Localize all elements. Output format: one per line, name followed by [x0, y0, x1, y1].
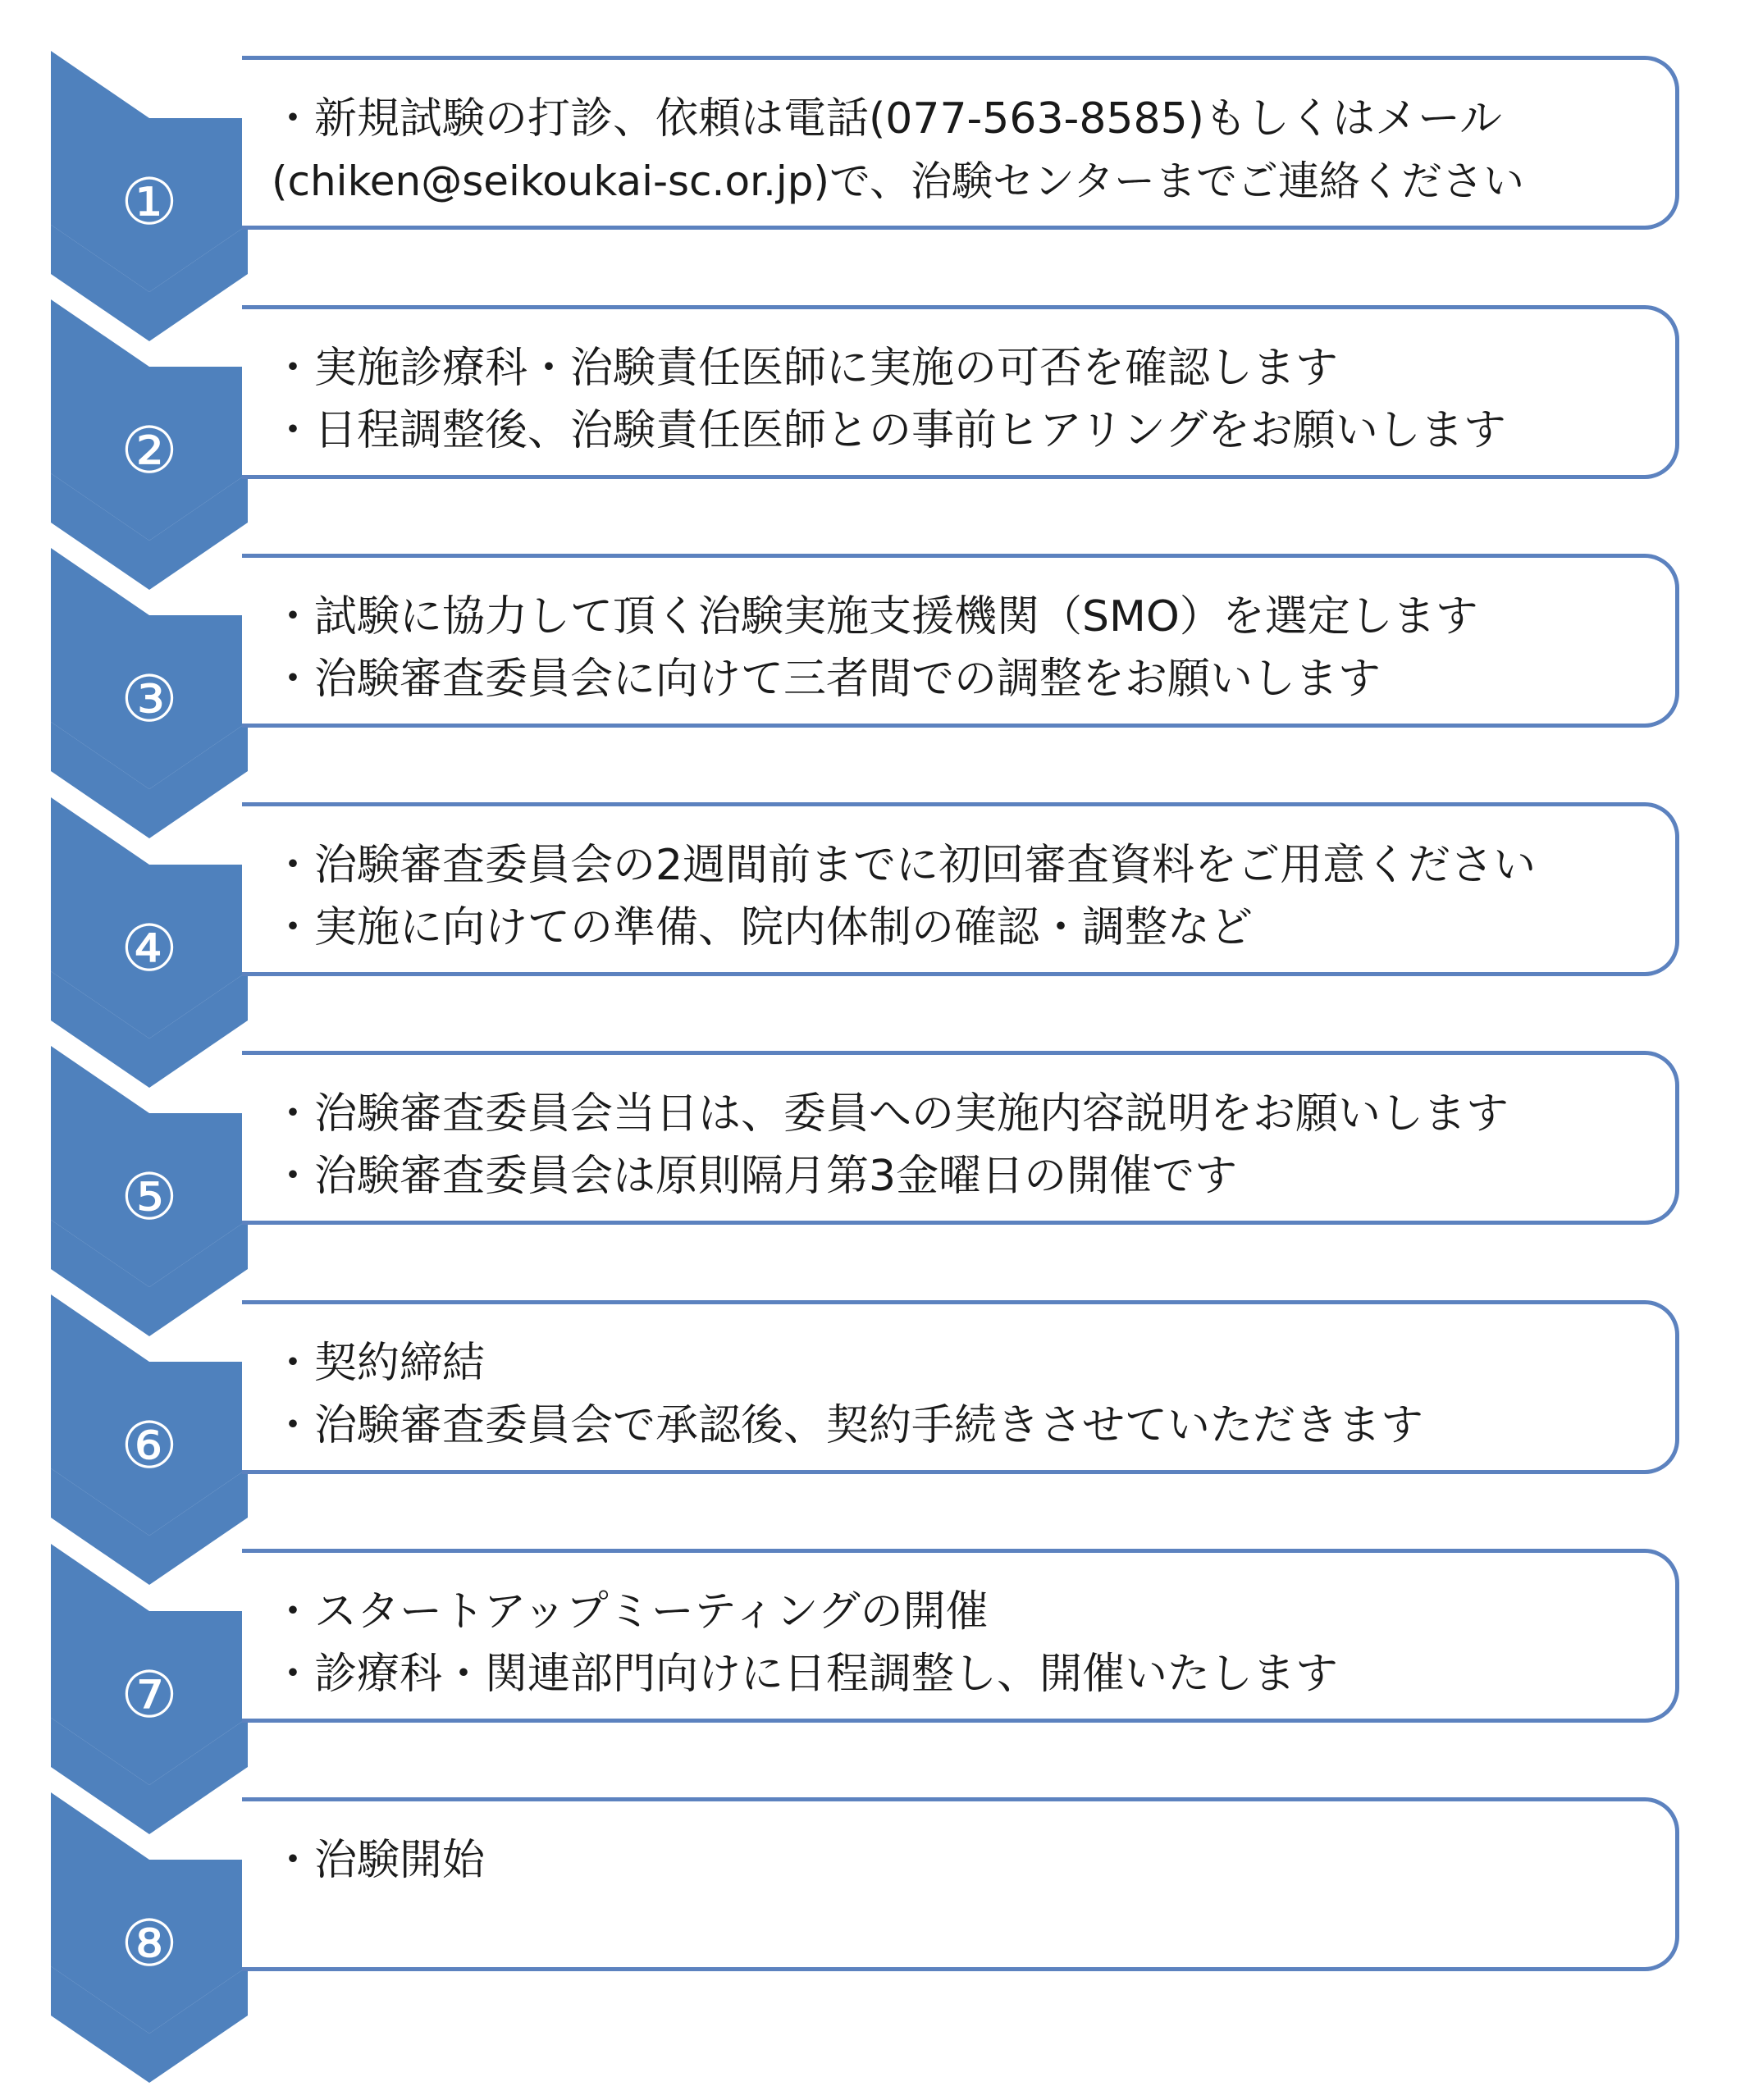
step-4-box	[242, 802, 1679, 976]
step-3-line-2: ・治験審査委員会に向けて三者間での調整をお願いします	[272, 655, 1381, 704]
step-5-chevron	[51, 1046, 248, 1336]
step-3-chevron	[51, 548, 248, 838]
step-6-line-1: ・契約締結	[272, 1339, 486, 1388]
step-1-line-1: ・新規試験の打診、依頼は電話(077-563-8585)もしくはメール	[272, 94, 1502, 144]
step-3-line-1: ・試験に協力して頂く治験実施支援機関（SMO）を選定します	[272, 592, 1478, 641]
step-6-number: ⑥	[121, 1409, 178, 1483]
step-7-box	[242, 1549, 1679, 1723]
step-5-number: ⑤	[121, 1161, 178, 1235]
step-5-line-1: ・治験審査委員会当日は、委員への実施内容説明をお願いします	[272, 1089, 1509, 1139]
step-1-box	[242, 56, 1679, 230]
step-4-number: ④	[121, 912, 178, 986]
step-7-number: ⑦	[121, 1659, 178, 1732]
step-2-number: ②	[121, 414, 178, 488]
step-7-chevron	[51, 1544, 248, 1834]
step-1-chevron	[51, 51, 248, 341]
step-8-line-1: ・治験開始	[272, 1836, 486, 1885]
step-5-line-2: ・治験審査委員会は原則隔月第3金曜日の開催です	[272, 1152, 1238, 1201]
step-8-number: ⑧	[121, 1907, 178, 1981]
step-1-line-2: (chiken@seikoukai-sc.or.jp)で、治験センターまでご連絡ください	[272, 158, 1525, 205]
step-8-chevron	[51, 1792, 248, 2083]
step-8-box	[242, 1797, 1679, 1971]
step-7-line-2: ・診療科・関連部門向けに日程調整し、開催いたします	[272, 1650, 1339, 1699]
step-3-number: ③	[121, 663, 178, 737]
step-4-chevron	[51, 797, 248, 1088]
step-3-box	[242, 554, 1679, 728]
step-1-number: ①	[121, 166, 178, 240]
step-2-chevron	[51, 299, 248, 590]
step-6-chevron	[51, 1294, 248, 1585]
step-6-line-2: ・治験審査委員会で承認後、契約手続きさせていただきます	[272, 1401, 1424, 1450]
step-4-line-1: ・治験審査委員会の2週間前までに初回審査資料をご用意ください	[272, 841, 1537, 890]
step-6-box	[242, 1300, 1679, 1474]
step-5-box	[242, 1051, 1679, 1225]
step-4-line-2: ・実施に向けての準備、院内体制の確認・調整など	[272, 903, 1254, 952]
step-7-line-1: ・スタートアップミーティングの開催	[272, 1587, 989, 1637]
step-2-line-1: ・実施診療科・治験責任医師に実施の可否を確認します	[272, 344, 1339, 393]
step-2-box	[242, 305, 1679, 479]
step-2-line-2: ・日程調整後、治験責任医師との事前ヒアリングをお願いします	[272, 406, 1506, 455]
